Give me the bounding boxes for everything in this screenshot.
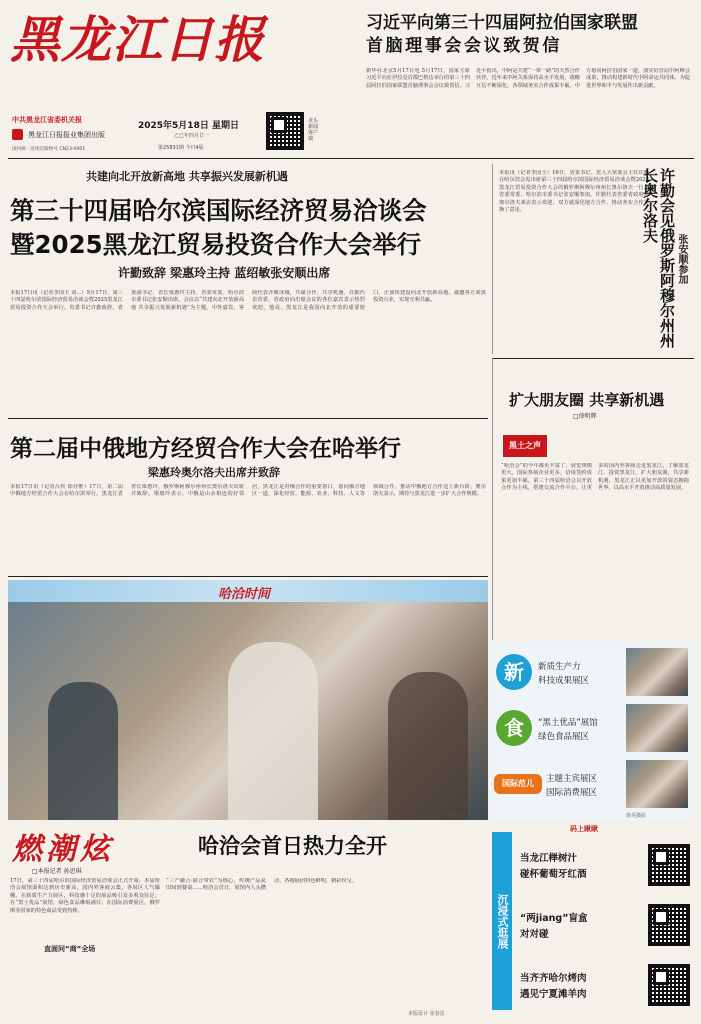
photo-story-author: □本报记者 孙思琪 [32, 868, 82, 875]
publisher-logo-icon [12, 129, 23, 140]
expo-zone-line1: 新质生产力 [538, 662, 581, 672]
serial-codes: 国内统一连续出版物号 CN23-0001 [12, 147, 86, 152]
expo-zone-line2: 国际消费展区 [546, 788, 598, 798]
photo-story-body2: “三产融合·联合带农”为核心，传统产品从田间到餐桌……哈洽会首日，展馆内人头攒动，各地展团特色鲜明，精彩纷呈。 [166, 878, 358, 892]
immersive-item-line2: 对对碰 [520, 929, 549, 940]
expo-zones [490, 642, 694, 820]
masthead [8, 6, 352, 156]
column-expand-headline[interactable]: 扩大朋友圈 共享新机遇 [509, 391, 665, 409]
photo-story-headline [8, 813, 488, 867]
issue-number: 第25831期 今日4版 [158, 145, 204, 151]
photo-figure-center [228, 642, 318, 820]
immersive-item[interactable] [516, 838, 692, 894]
column-expand [492, 358, 694, 640]
expo-crowd-photo [8, 602, 488, 820]
second-story-body: 本报17日讯（记者吕传 徐佳惟）17日，第二届中俄地方经贸合作大会在哈尔滨举行。黑龙江省省长梁惠玲、俄罗斯阿穆尔州州长奥尔洛夫出席并致辞。梁惠玲表示，中俄是山水相连的好邻居，黑龙江是对俄合作的重要窗口，愿同俄方地区一道，深化经贸、能源、农业、科技、人文等领域合作，推动中俄地方合作迈上新台阶。奥尔洛夫表示，期待与黑龙江进一步扩大合作规模。 [10, 484, 486, 498]
lunar-date: 乙巳年四月廿一 [174, 133, 210, 139]
expo-zone-photo [626, 648, 688, 696]
main-story-body: 本报17日讯（记者李国玉 刘...）5月17日，第三十四届哈尔滨国际经济贸易洽谈会暨2025黑龙江贸易投资合作大会举行。省委书记许勤致辞。省委副书记、省长梁惠玲主持。省委常委、哈尔滨市委书记张安顺出席。会议以“共建向北开放新高地 共享振兴发展新机遇”为主题，中外嘉宾、客商代表齐聚冰城，共谋合作、共享机遇。许勤代表省委、省政府向出席会议的各位嘉宾表示热烈欢迎。他说，黑龙江是我国向北开放的重要窗口，正加快建设向北开放新高地，诚邀各方来黑投资兴业，实现互利共赢。 [10, 290, 486, 311]
top-story-body: 新华社北京5月17日电 5月17日，国家主席习近平向在伊拉克首都巴格达举行的第三十四届阿拉伯国家联盟首脑理事会会议致贺信。习近平指出，中阿是共建“一带一路”的天然合作伙伴，近年来中阿关系保持高水平发展，战略互信不断深化，各领域务实合作成果丰硕。中方愿同阿拉伯国家一道，落实好首届中阿峰会成果，推动构建新时代中阿命运共同体，为促进世界和平与发展作出新贡献。 [366, 68, 690, 89]
publisher-line1: 中共黑龙江省委机关报 [12, 116, 82, 124]
masthead-title: 黑龙江日报 [10, 10, 265, 69]
expo-zones-credit: 徐昊摄影 [626, 813, 647, 819]
immersive-item-line2: 遇见宁夏滩羊肉 [520, 989, 587, 1000]
sidebar-visit-names: 张安顺参加 [676, 234, 687, 284]
photo-caption-credit: 徐昊摄 [448, 813, 464, 819]
immersive-label [492, 832, 512, 1010]
sidebar-visit [492, 164, 694, 354]
column-expand-body: “哈洽会”的今年都更丰富了，展览规模更大，国际参展企业更多，洽谈签约成果更加丰硕。第三十四届哈洽会以开放合作为主线，搭建交流合作平台，让更多的国内外客商走进黑龙江、了解黑龙江、投资黑龙江。扩大朋友圈，共享新机遇，黑龙江正以更加开放的姿态拥抱世界，以高水平开放推动高质量发展。 [501, 463, 689, 492]
design-credit: 本版设计 张春雷 [408, 1011, 445, 1017]
main-story [8, 164, 488, 418]
expo-zone-line1: “黑土优品”展馆 [538, 718, 598, 728]
masthead-divider [8, 158, 694, 159]
top-story [362, 6, 694, 156]
expo-zone-new[interactable] [494, 646, 690, 698]
headline-main[interactable]: 哈洽会首日热力全开 [198, 834, 387, 858]
expo-zone-food[interactable] [494, 702, 690, 754]
issue-date: 2025年5月18日 星期日 [138, 121, 239, 131]
column-name: 黑土之声 [509, 441, 541, 450]
second-story-headline[interactable]: 第二届中俄地方经贸合作大会在哈举行 [10, 436, 401, 462]
expo-zone-line2: 科技成果展区 [538, 676, 590, 686]
immersive-qr-code[interactable] [648, 964, 690, 1006]
photo-figure-right [388, 672, 468, 820]
headline-red[interactable]: 燃潮炫 [12, 832, 114, 867]
main-story-headline-2[interactable]: 暨2025黑龙江贸易投资合作大会举行 [10, 230, 422, 259]
sidebar-visit-headline[interactable]: 许勤会见俄罗斯阿穆尔州州长奥尔洛夫 [641, 168, 676, 348]
immersive-qr-code[interactable] [648, 844, 690, 886]
sidebar-visit-body: 本报讯（记者李国玉）16日，省委书记、省人大常委会主任许勤在哈尔滨会见出席第三十四届哈尔滨国际经济贸易洽谈会暨2025黑龙江贸易投资合作大会的俄罗斯阿穆尔州州长奥尔洛夫一行。省委常委、哈尔滨市委书记张安顺参加。许勤代表省委省政府对奥尔洛夫来访表示欢迎。双方就深化地方合作、推动务实合作交换了意见。 [499, 170, 649, 214]
expo-zone-tag: 新 [496, 654, 532, 690]
app-qr-code[interactable] [266, 112, 304, 150]
main-divider [8, 418, 488, 419]
main-story-headline-1[interactable]: 第三十四届哈尔滨国际经济贸易洽谈会 [10, 196, 427, 225]
top-story-headline-2[interactable]: 首脑理事会会议致贺信 [366, 36, 562, 56]
main-story-subhead: 许勤致辞 梁惠玲主持 蓝绍敏张安顺出席 [118, 266, 331, 280]
photo-banner-label: 哈洽时间 [218, 587, 271, 602]
expo-zone-tag: 国际范儿 [494, 774, 542, 794]
immersive-item-line1: 当龙江榉树汁 [520, 853, 578, 864]
publisher-line2: 黑龙江日报报业集团出版 [28, 131, 105, 139]
immersive-item[interactable] [516, 958, 692, 1014]
second-story [8, 420, 488, 575]
photo-story [8, 866, 488, 1018]
photo-story-subheading: 直面问“商”全场 [44, 945, 96, 953]
expo-zone-line2: 绿色食品展区 [538, 732, 590, 742]
photo-divider [8, 576, 488, 577]
column-name-badge [503, 435, 547, 457]
immersive-label-text: 沉浸式逛展 [496, 893, 509, 949]
app-label: 龙头新闻客户端 [308, 118, 319, 142]
top-story-headline-1[interactable]: 习近平向第三十四届阿拉伯国家联盟 [366, 13, 638, 33]
expo-zone-photo [626, 760, 688, 808]
immersive-item-line2: 碰杯葡萄牙红酒 [520, 869, 587, 880]
expo-zone-tag: 食 [496, 710, 532, 746]
immersive-qr-code[interactable] [648, 904, 690, 946]
expo-zone-intl[interactable] [494, 758, 690, 810]
expo-zone-photo [626, 704, 688, 752]
main-story-kicker: 共建向北开放新高地 共享振兴发展新机遇 [86, 170, 288, 183]
immersive-section [490, 824, 694, 1018]
second-story-subhead: 梁惠玲奥尔洛夫出席并致辞 [148, 466, 280, 479]
photo-banner [8, 580, 488, 602]
immersive-header: 码上瞅瞅 [570, 825, 598, 833]
expo-zone-line1: 主题主宾展区 [546, 774, 598, 784]
immersive-item-line1: 当齐齐哈尔烤肉 [520, 973, 587, 984]
immersive-item[interactable] [516, 898, 692, 954]
photo-story-body: 17日，第三十四届哈尔滨国际经济贸易洽谈会正式开幕。本届哈洽会展馆面积达到历史新高，国内外客商云集，各展区人气爆棚。在新质生产力展区，科技感十足的展品吸引众多观众驻足；在“黑土优品”展馆，绿色食品琳琅满目；在国际消费展区，俄罗斯等国家的特色商品受到热捧。 [10, 878, 160, 914]
column-expand-author: □徐明辉 [573, 413, 597, 420]
photo-figure-left [48, 682, 118, 820]
immersive-item-line1: “两jiang”盲盒 [520, 913, 588, 924]
